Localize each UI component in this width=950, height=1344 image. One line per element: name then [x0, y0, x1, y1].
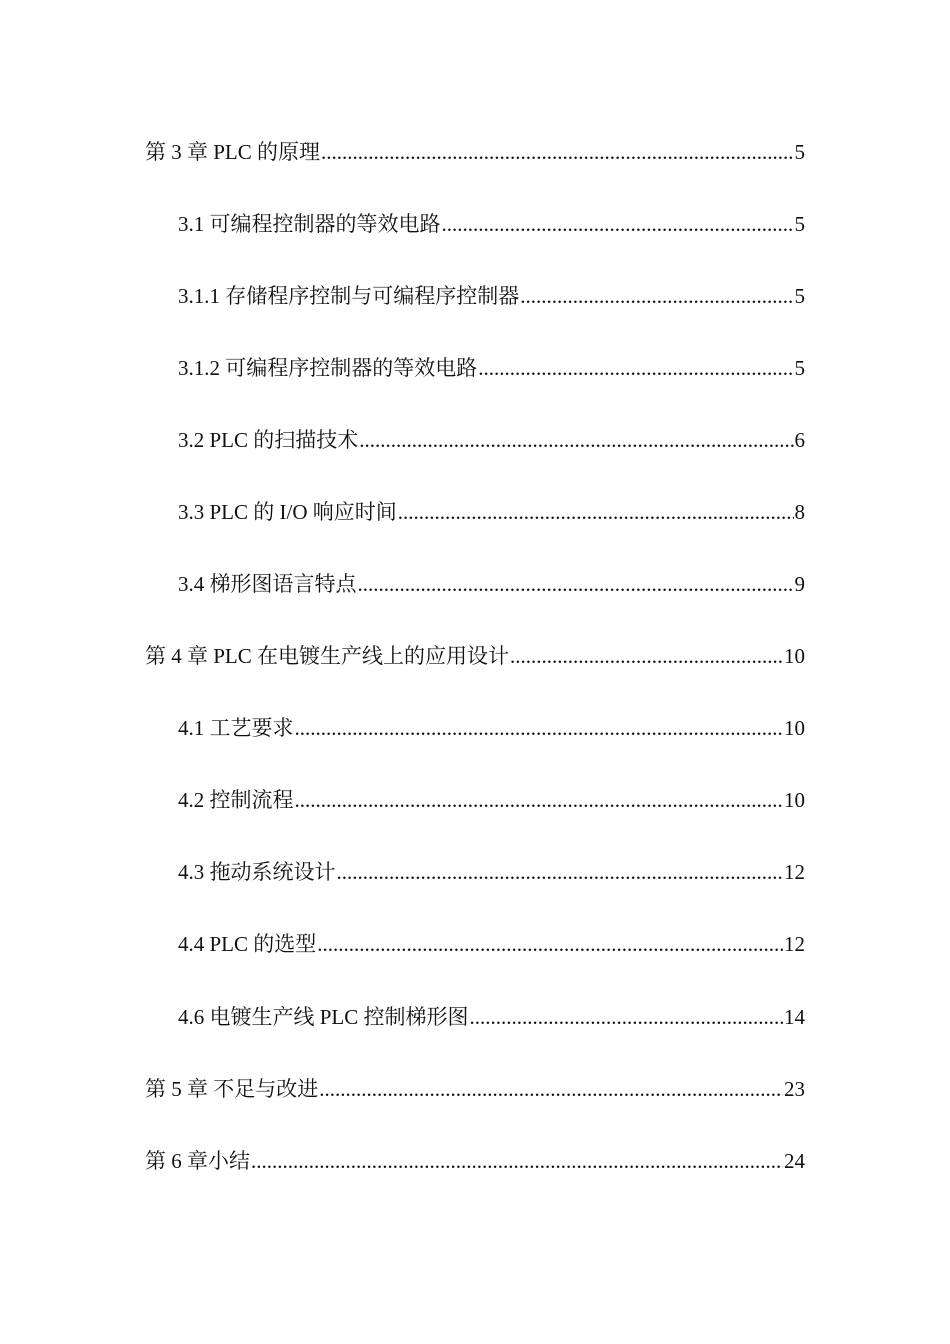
toc-entry-title: 4.3 拖动系统设计 [178, 860, 336, 884]
toc-entry-title: 3.2 PLC 的扫描技术 [178, 428, 359, 452]
toc-page-number: 6 [794, 428, 805, 452]
toc-entry-chapter-4[interactable] [145, 641, 805, 671]
toc-page-number: 10 [784, 644, 805, 668]
toc-entry-4-6[interactable] [178, 1002, 805, 1032]
toc-dot-leader [478, 353, 793, 383]
toc-entry-chapter-5[interactable] [145, 1074, 805, 1104]
toc-entry-title: 4.2 控制流程 [178, 788, 294, 812]
toc-entry-title: 第 4 章 PLC 在电镀生产线上的应用设计 [145, 644, 510, 668]
toc-dot-leader [358, 569, 794, 599]
toc-dot-leader [520, 281, 793, 311]
toc-entry-chapter-6[interactable] [145, 1146, 805, 1176]
toc-entry-3-1[interactable] [178, 209, 805, 239]
toc-entry-4-4[interactable] [178, 929, 805, 959]
toc-dot-leader [442, 209, 794, 239]
toc-dot-leader [398, 497, 794, 527]
toc-entry-title: 第 3 章 PLC 的原理 [145, 140, 321, 164]
toc-entry-3-1-2[interactable] [178, 353, 805, 383]
toc-entry-title: 3.1 可编程控制器的等效电路 [178, 212, 441, 236]
toc-page-number: 5 [794, 140, 805, 164]
toc-page-number: 10 [784, 716, 805, 740]
toc-dot-leader [295, 785, 784, 815]
toc-dot-leader [337, 857, 784, 887]
toc-entry-title: 3.1.1 存储程序控制与可编程序控制器 [178, 284, 520, 308]
toc-page-number: 5 [794, 356, 805, 380]
toc-page-number: 10 [784, 788, 805, 812]
toc-entry-chapter-3[interactable] [145, 137, 805, 167]
toc-entry-4-1[interactable] [178, 713, 805, 743]
toc-dot-leader [251, 1146, 783, 1176]
toc-dot-leader [295, 713, 784, 743]
toc-entry-4-3[interactable] [178, 857, 805, 887]
toc-page-number: 5 [794, 284, 805, 308]
toc-entry-title: 4.6 电镀生产线 PLC 控制梯形图 [178, 1005, 469, 1029]
toc-page-number: 23 [784, 1077, 805, 1101]
toc-entry-4-2[interactable] [178, 785, 805, 815]
toc-page-number: 12 [784, 932, 805, 956]
toc-dot-leader [321, 137, 793, 167]
toc-page-number: 24 [784, 1149, 805, 1173]
toc-entry-title: 4.1 工艺要求 [178, 716, 294, 740]
toc-entry-3-3[interactable] [178, 497, 805, 527]
toc-dot-leader [510, 641, 783, 671]
toc-dot-leader [359, 425, 793, 455]
toc-entry-title: 第 5 章 不足与改进 [145, 1077, 319, 1101]
toc-entry-title: 4.4 PLC 的选型 [178, 932, 317, 956]
toc-page-number: 14 [784, 1005, 805, 1029]
toc-dot-leader [317, 929, 783, 959]
toc-page-number: 9 [794, 572, 805, 596]
toc-page-number: 12 [784, 860, 805, 884]
toc-entry-3-2[interactable] [178, 425, 805, 455]
toc-entry-title: 3.1.2 可编程序控制器的等效电路 [178, 356, 478, 380]
toc-page-number: 5 [794, 212, 805, 236]
toc-entry-title: 3.4 梯形图语言特点 [178, 572, 357, 596]
toc-page-number: 8 [794, 500, 805, 524]
toc-entry-title: 3.3 PLC 的 I/O 响应时间 [178, 500, 397, 524]
toc-dot-leader [319, 1074, 783, 1104]
toc-entry-3-4[interactable] [178, 569, 805, 599]
toc-dot-leader [470, 1002, 783, 1032]
toc-entry-title: 第 6 章小结 [145, 1149, 250, 1173]
toc-entry-3-1-1[interactable] [178, 281, 805, 311]
